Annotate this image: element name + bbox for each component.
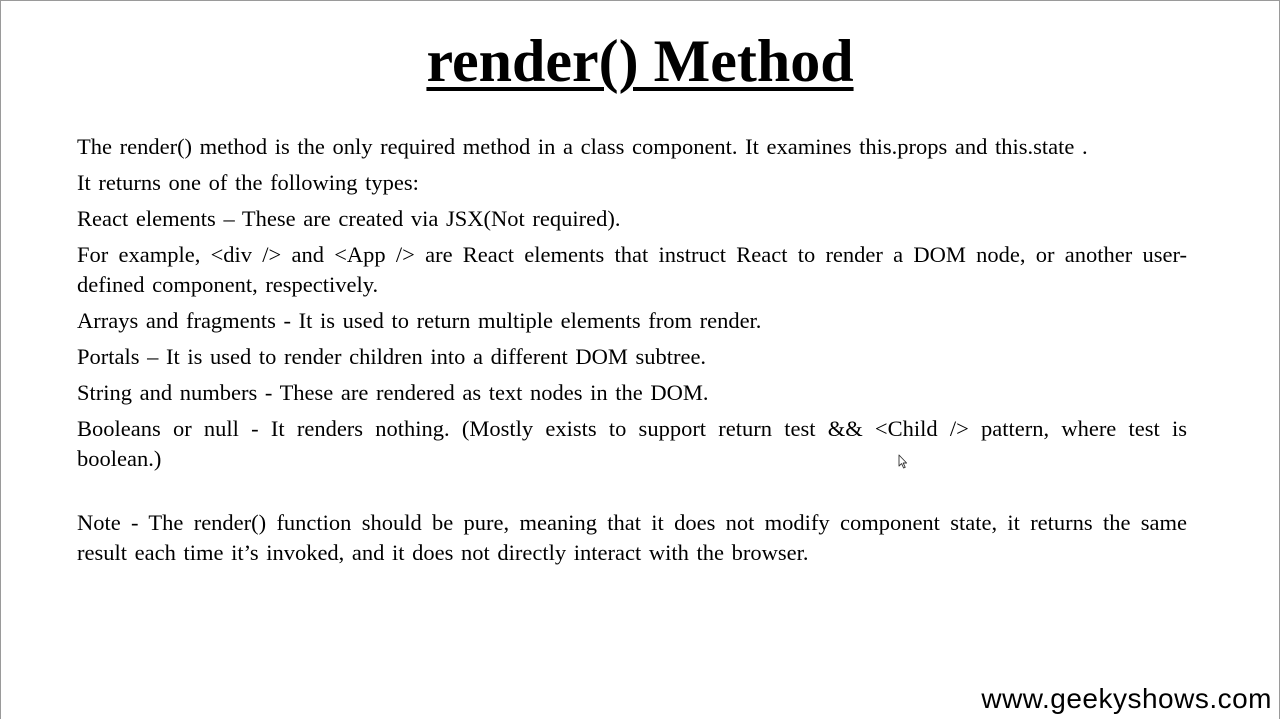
paragraph-intro: The render() method is the only required method in a class component. It examines this.props and this.state .: [77, 134, 1088, 159]
slide-title-text: render() Method: [426, 28, 854, 94]
mouse-cursor-icon: [898, 454, 908, 469]
paragraph-note: Note - The render() function should be pure, meaning that it does not modify component state, it returns the same result each time it’s invoked, and it does not directly interact with the browser.: [77, 510, 1187, 565]
paragraph-strings-numbers: String and numbers - These are rendered as text nodes in the DOM.: [77, 380, 709, 405]
slide-title: [0, 26, 1280, 96]
paragraph-return-types: It returns one of the following types:: [77, 170, 419, 195]
paragraph-portals: Portals – It is used to render children into a different DOM subtree.: [77, 344, 707, 369]
website-watermark: www.geekyshows.com: [981, 683, 1272, 714]
paragraph-example: For example, <div /> and <App /> are React elements that instruct React to render a DOM node, or another user-defined component, respectively.: [77, 242, 1187, 297]
paragraph-react-elements: React elements – These are created via JSX(Not required).: [77, 206, 621, 231]
paragraph-arrays-fragments: Arrays and fragments - It is used to return multiple elements from render.: [77, 308, 762, 333]
slide-body: [77, 132, 1187, 574]
paragraph-booleans-null: Booleans or null - It renders nothing. (Mostly exists to support return test && <Child /> pattern, where test is boolean.): [77, 416, 1187, 471]
